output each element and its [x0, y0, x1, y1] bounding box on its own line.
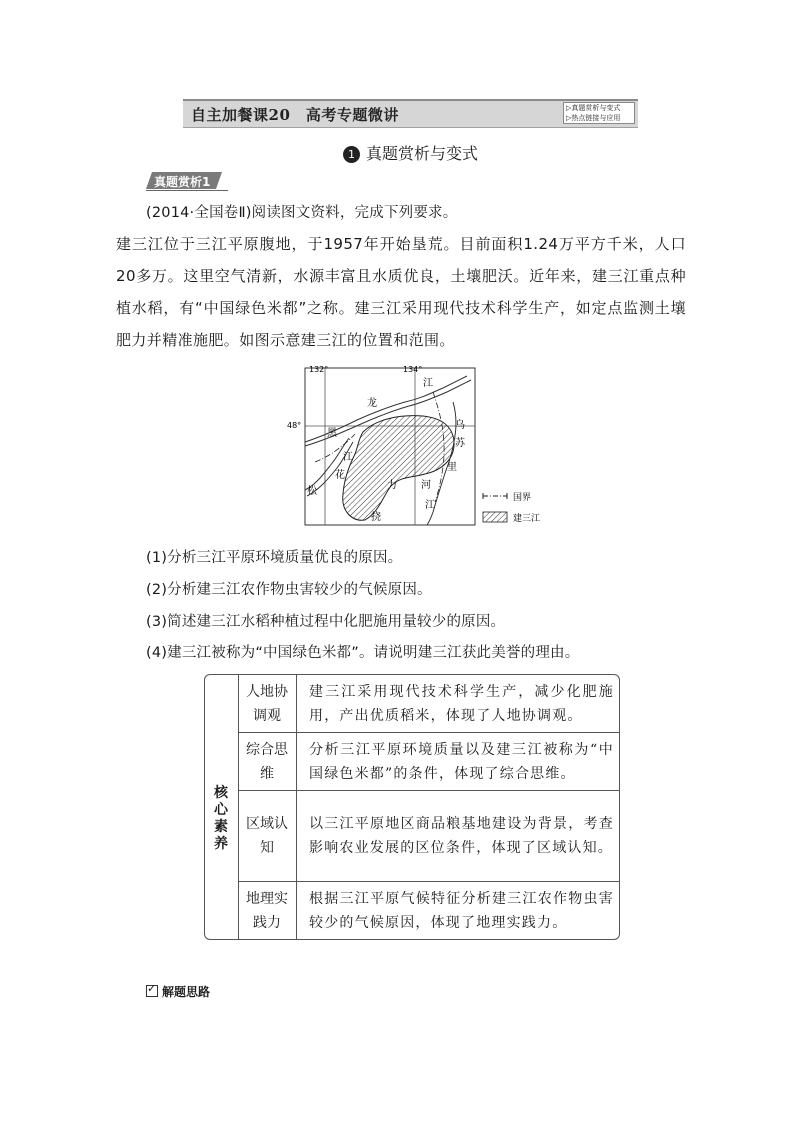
map-place-label: 力 [387, 480, 397, 491]
map-place-label: 花 [335, 470, 345, 481]
section-tag: ▷热点链接与应用 [566, 114, 621, 122]
table-side-column [205, 675, 239, 939]
competency-desc: 分析三江平原环境质量以及建三江被称为“中国绿色米都”的条件，体现了综合思维。 [309, 741, 614, 782]
core-competency-table [204, 674, 620, 940]
map-place-label: 江 [423, 378, 433, 389]
map-place-label: 里 [447, 462, 457, 473]
table-side-label: 核心素养 [214, 785, 228, 852]
competency-name: 综合思维 [238, 733, 297, 790]
section-tag: ▷真题赏析与变式 [566, 104, 621, 112]
question-tag [146, 172, 226, 189]
lat-label-48: 48° [287, 421, 302, 430]
checkbox-icon [146, 985, 158, 997]
question-item: (2)分析建三江农作物虫害较少的气候原因。 [146, 582, 432, 598]
competency-desc: 根据三江平原气候特征分析建三江农作物虫害较少的气候原因，体现了地理实践力。 [309, 890, 614, 931]
map-place-label: 江 [425, 500, 435, 511]
question-item: (1)分析三江平原环境质量优良的原因。 [146, 550, 403, 566]
map-place-label: 黑 [327, 428, 337, 439]
lon-label-132: 132° [309, 365, 329, 374]
map-place-label: 苏 [455, 438, 465, 449]
question-tag-label: 真题赏析1 [154, 175, 211, 189]
section-number: 1 [343, 146, 360, 163]
divider [146, 190, 228, 191]
map-place-label: 乌 [455, 420, 465, 431]
table-row [238, 791, 620, 881]
competency-name: 区域认知 [238, 791, 297, 881]
competency-name: 地理实践力 [238, 882, 297, 939]
legend-area-swatch [483, 512, 507, 522]
question-item: (3)简述建三江水稻种植过程中化肥施用量较少的原因。 [146, 614, 506, 630]
question-source: (2014·全国卷Ⅱ)阅读图文资料，完成下列要求。 [146, 205, 458, 221]
section-title: 真题赏析与变式 [366, 144, 479, 163]
map-place-label: 龙 [367, 398, 377, 409]
lon-label-134: 134° [403, 365, 423, 374]
solution-approach-label: 解题思路 [162, 985, 211, 999]
section-tags [563, 102, 635, 124]
map-legend [483, 492, 540, 524]
map-place-label: 挠 [371, 512, 381, 523]
map-place-label: 河 [421, 480, 431, 491]
table-row [238, 733, 620, 790]
table-row [238, 882, 620, 939]
competency-desc: 以三江平原地区商品粮基地建设为背景，考查影响农业发展的区位条件，体现了区域认知。 [309, 816, 614, 856]
question-item: (4)建三江被称为“中国绿色米都”。请说明建三江获此美誉的理由。 [146, 645, 580, 661]
legend-area-label: 建三江 [513, 514, 541, 524]
lesson-header-bar [183, 99, 638, 128]
legend-border-label: 国界 [513, 493, 532, 503]
table-row [238, 675, 620, 732]
jiansanjiang-location-map [283, 362, 548, 528]
map-place-label: 江 [343, 452, 353, 463]
map-place-label: 松 [307, 486, 317, 497]
competency-name: 人地协调观 [238, 675, 297, 732]
section-heading [343, 141, 478, 164]
competency-desc: 建三江采用现代技术科学生产，减少化肥施用，产出优质稻米，体现了人地协调观。 [309, 683, 614, 724]
lesson-title: 自主加餐课20 高考专题微讲 [191, 106, 399, 124]
question-paragraph: 建三江位于三江平原腹地，于1957年开始垦荒。目前面积1.24万平方千米，人口20多万。这里空气清新，水源丰富且水质优良，土壤肥沃。近年来，建三江重点种植水稻，有“中国绿色米都”之称。建三江采用现代技术科学生产，如定点监测土壤肥力并精准施肥。如图示意建三江的位置和范围。 [116, 235, 686, 349]
solution-approach-heading [146, 983, 210, 1000]
